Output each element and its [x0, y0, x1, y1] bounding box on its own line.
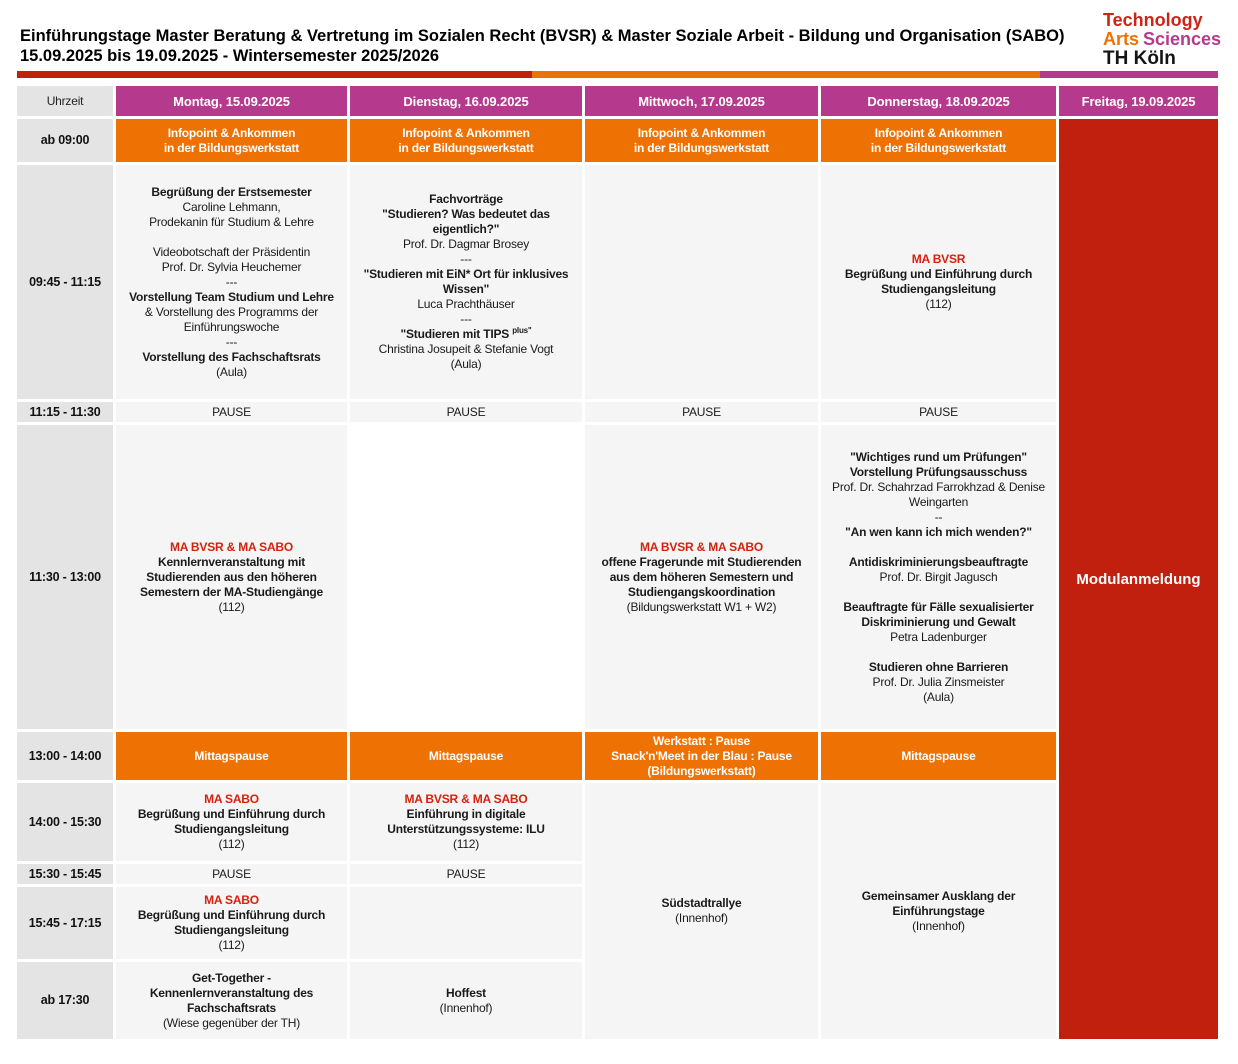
- cell-day1-slot4: [116, 425, 347, 729]
- logo-word-technology: Technology: [1103, 10, 1203, 30]
- event-line: in der Bildungswerkstatt: [633, 140, 770, 155]
- event-line: Antidiskriminierungsbeauftragte: [848, 554, 1029, 569]
- event-line: Prof. Dr. Dagmar Brosey: [402, 237, 530, 251]
- event-line: PAUSE: [919, 404, 958, 419]
- title-line2: 15.09.2025 bis 19.09.2025 - Wintersemester 2025/2026: [20, 47, 440, 65]
- event-line: (Innenhof): [912, 918, 965, 933]
- event-line: (Bildungswerkstatt W1 + W2): [626, 599, 777, 614]
- cell-day2-slot3: [350, 402, 582, 422]
- event-line: PAUSE: [682, 404, 721, 419]
- event-line: Snack'n'Meet in der Blau : Pause: [611, 748, 792, 763]
- event-line: Studieren ohne Barrieren: [868, 659, 1009, 674]
- cell-day2-slot5-banner: [350, 732, 582, 780]
- cell-day1-slot1-banner: [116, 119, 347, 162]
- event-line: & Vorstellung des Programms der Einführungswoche: [144, 304, 319, 334]
- day-header-5: Freitag, 19.09.2025: [1059, 86, 1218, 116]
- event-line: PAUSE: [212, 404, 251, 419]
- cell-day1-slot6: [116, 783, 347, 861]
- event-line: (112): [452, 837, 480, 851]
- event-line: (112): [218, 599, 245, 614]
- event-line: (112): [925, 297, 952, 311]
- schedule-table: [17, 86, 1218, 1039]
- event-line: (Aula): [923, 689, 954, 704]
- th-koeln-logo: [1103, 11, 1221, 68]
- event-line: Vorstellung des Fachschaftsrats: [142, 349, 321, 364]
- logo-word-sciences: Sciences: [1143, 29, 1222, 49]
- event-line: Christina Josupeit & Stefanie Vogt: [378, 342, 554, 356]
- time-slot-5: 13:00 - 14:00: [17, 732, 113, 780]
- time-slot-2: 09:45 - 11:15: [17, 165, 113, 399]
- event-line: (Aula): [216, 364, 247, 379]
- event-line: Werkstatt : Pause: [652, 733, 751, 748]
- cell-day2-slot1-banner: [350, 119, 582, 162]
- event-line: --: [934, 509, 943, 524]
- event-line: Get-Together - Kennenlernveranstaltung des Fachschaftsrats: [149, 970, 314, 1015]
- cell-day3-slot3: [585, 402, 818, 422]
- cell-day1-slot9: [116, 962, 347, 1039]
- event-line: ---: [460, 252, 472, 266]
- event-line: MA SABO: [204, 893, 259, 907]
- time-slot-1: ab 09:00: [17, 119, 113, 162]
- event-line: [826, 645, 1051, 660]
- cell-day3-slot6: [585, 783, 818, 1039]
- event-line-superscript: plus": [512, 326, 532, 335]
- event-line: Infopoint & Ankommen: [402, 125, 530, 140]
- event-line: offene Fragerunde mit Studierenden aus dem höheren Semestern und Studiengangskoordination: [601, 554, 802, 599]
- event-line: Hoffest: [446, 985, 486, 1000]
- time-slot-9: ab 17:30: [17, 962, 113, 1039]
- cell-day4-slot2: [821, 165, 1056, 399]
- event-line: Vorstellung Team Studium und Lehre: [129, 289, 334, 304]
- event-line: (Innenhof): [439, 1000, 493, 1015]
- cell-day4-slot4: [821, 425, 1056, 729]
- event-line: [121, 230, 342, 245]
- event-line: MA BVSR & MA SABO: [639, 539, 764, 554]
- event-line: Prof. Dr. Julia Zinsmeister: [872, 674, 1005, 689]
- day-header-2: Dienstag, 16.09.2025: [350, 86, 582, 116]
- cell-day2-slot9: [350, 962, 582, 1039]
- cell-day2-slot8: [350, 887, 582, 959]
- event-line: (Wiese gegenüber der TH): [162, 1015, 301, 1030]
- event-line: in der Bildungswerkstatt: [163, 140, 300, 155]
- cell-day2-slot2: [350, 165, 582, 399]
- event-line: "An wen kann ich mich wenden?": [845, 524, 1032, 539]
- day-header-3: Mittwoch, 17.09.2025: [585, 86, 818, 116]
- event-line: (Innenhof): [675, 911, 728, 925]
- event-line: Fachvorträge: [429, 192, 503, 206]
- event-line: Begrüßung und Einführung durch Studiengangsleitung: [137, 908, 326, 937]
- time-column-header: Uhrzeit: [17, 86, 113, 116]
- cell-day1-slot3: [116, 402, 347, 422]
- cell-day3-slot4: [585, 425, 818, 729]
- cell-day5-slot1-red: [1059, 119, 1218, 1039]
- event-line: PAUSE: [446, 866, 486, 881]
- event-line: MA BVSR & MA SABO: [169, 539, 294, 554]
- event-line: PAUSE: [212, 866, 251, 881]
- day-header-4: Donnerstag, 18.09.2025: [821, 86, 1056, 116]
- event-line: Modulanmeldung: [1076, 570, 1201, 588]
- event-line: Prof. Dr. Birgit Jagusch: [879, 569, 998, 584]
- event-line: (Bildungswerkstatt): [647, 763, 756, 778]
- event-line: Luca Prachthäuser: [417, 297, 515, 311]
- event-line: Prof. Dr. Sylvia Heuchemer: [161, 259, 302, 274]
- time-slot-8: 15:45 - 17:15: [17, 887, 113, 959]
- event-line: Gemeinsamer Ausklang der Einführungstage: [861, 888, 1016, 918]
- cell-day4-slot1-banner: [821, 119, 1056, 162]
- event-line: Mittagspause: [901, 748, 976, 763]
- cell-day3-slot2: [585, 165, 818, 399]
- cell-day1-slot7: [116, 864, 347, 884]
- time-slot-4: 11:30 - 13:00: [17, 425, 113, 729]
- event-line: MA BVSR: [911, 252, 966, 266]
- event-line: ---: [460, 312, 472, 326]
- event-line: Südstadtrallye: [661, 896, 742, 910]
- event-line: Infopoint & Ankommen: [167, 125, 296, 140]
- page-title: [20, 26, 1065, 66]
- event-line: Infopoint & Ankommen: [637, 125, 766, 140]
- cell-day1-slot2: [116, 165, 347, 399]
- event-line: in der Bildungswerkstatt: [870, 140, 1007, 155]
- event-line: Petra Ladenburger: [890, 629, 987, 644]
- event-line: Prodekanin für Studium & Lehre: [149, 214, 314, 229]
- event-line: Mittagspause: [428, 748, 504, 763]
- event-line: Videobotschaft der Präsidentin: [152, 244, 311, 259]
- cell-day4-slot5-banner: [821, 732, 1056, 780]
- time-slot-3: 11:15 - 11:30: [17, 402, 113, 422]
- logo-word-th-koeln: TH Köln: [1103, 48, 1176, 69]
- event-line: ---: [225, 334, 238, 349]
- event-line: (112): [218, 837, 245, 851]
- event-line: Begrüßung der Erstsemester: [151, 184, 312, 199]
- day-header-1: Montag, 15.09.2025: [116, 86, 347, 116]
- event-line: "Studieren mit EiN* Ort für inklusives Wissen": [363, 267, 569, 296]
- event-line: Beauftragte für Fälle sexualisierter Diskriminierung und Gewalt: [843, 599, 1034, 629]
- logo-line-arts-sciences: [1103, 30, 1221, 49]
- event-line: Vorstellung Prüfungsausschuss: [849, 464, 1028, 479]
- cell-day4-slot3: [821, 402, 1056, 422]
- bar-segment-magenta: [1040, 71, 1218, 78]
- event-line: in der Bildungswerkstatt: [398, 140, 534, 155]
- bar-segment-red: [17, 71, 532, 78]
- decorative-color-bar: [17, 71, 1218, 78]
- event-line: Infopoint & Ankommen: [874, 125, 1003, 140]
- event-line: "Wichtiges rund um Prüfungen": [850, 449, 1027, 464]
- event-line: Mittagspause: [194, 748, 269, 763]
- event-line: "Studieren? Was bedeutet das eigentlich?": [382, 207, 550, 236]
- cell-day1-slot5-banner: [116, 732, 347, 780]
- event-line: (Aula): [450, 357, 482, 371]
- cell-day1-slot8: [116, 887, 347, 959]
- cell-day4-slot6: [821, 783, 1056, 1039]
- event-line: [826, 585, 1051, 600]
- event-line: (112): [218, 938, 245, 952]
- event-line: Begrüßung und Einführung durch Studiengangsleitung: [137, 807, 326, 836]
- event-line: PAUSE: [446, 404, 486, 419]
- event-line: MA SABO: [204, 792, 259, 806]
- event-line: Caroline Lehmann,: [182, 199, 281, 214]
- cell-day2-slot7: [350, 864, 582, 884]
- time-slot-7: 15:30 - 15:45: [17, 864, 113, 884]
- cell-day3-slot1-banner: [585, 119, 818, 162]
- event-line: Kennlernveranstaltung mit Studierenden aus den höheren Semestern der MA-Studiengänge: [140, 554, 323, 599]
- event-line: MA BVSR & MA SABO: [404, 792, 528, 806]
- event-line: [355, 327, 577, 342]
- cell-day3-slot5-banner: [585, 732, 818, 780]
- event-line: Einführung in digitale Unterstützungssysteme: ILU: [387, 807, 545, 836]
- event-line: [826, 540, 1051, 555]
- logo-word-arts: Arts: [1103, 29, 1140, 49]
- time-slot-6: 14:00 - 15:30: [17, 783, 113, 861]
- event-line: Prof. Dr. Schahrzad Farrokhzad & Denise Weingarten: [832, 479, 1045, 509]
- event-line: Begrüßung und Einführung durch Studiengangsleitung: [844, 267, 1033, 296]
- event-line-text: "Studieren mit TIPS: [400, 327, 513, 341]
- cell-day2-slot6: [350, 783, 582, 861]
- bar-segment-orange: [532, 71, 1040, 78]
- event-line: ---: [225, 274, 238, 289]
- title-line1: Einführungstage Master Beratung & Vertretung im Sozialen Recht (BVSR) & Master Soziale Arbeit - Bildung und Organisation (SABO): [20, 27, 1065, 45]
